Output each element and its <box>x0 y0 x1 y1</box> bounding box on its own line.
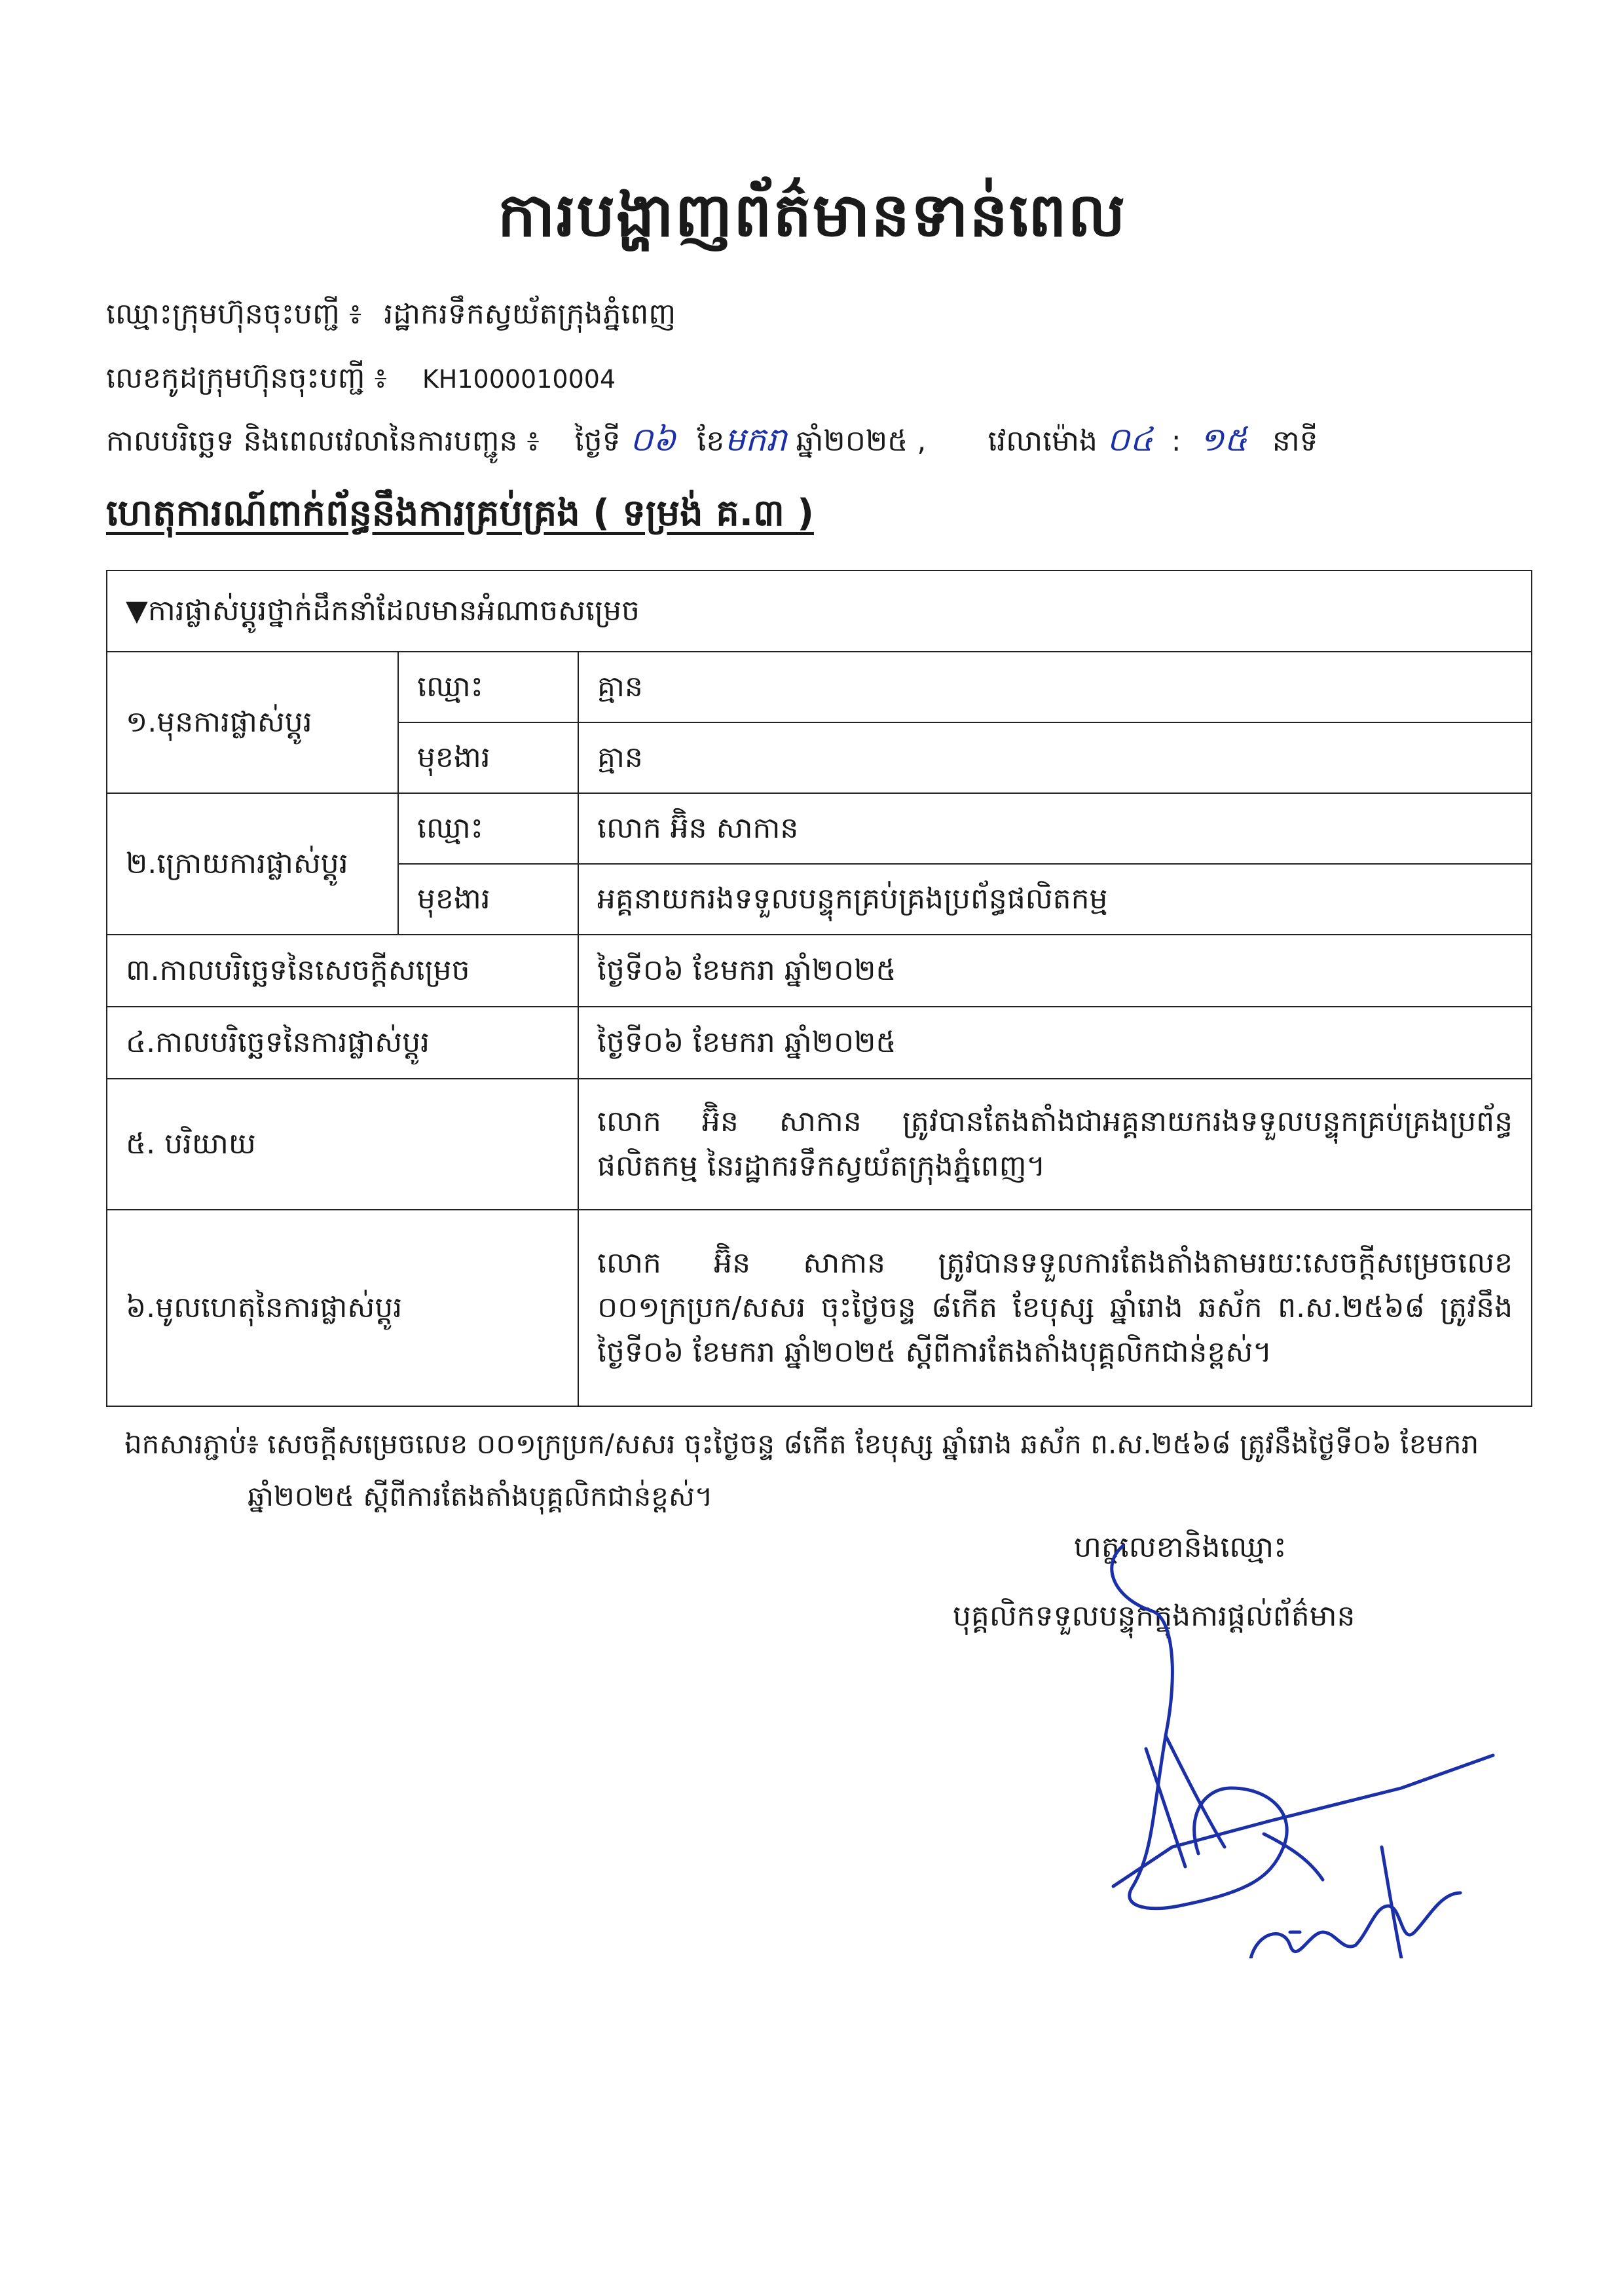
decision-date-label: ៣.កាលបរិច្ឆេទនៃសេចក្តីសម្រេច <box>107 935 578 1007</box>
before-change-label: ១.មុនការផ្លាស់ប្តូរ <box>107 652 398 793</box>
company-name-label: ឈ្មោះក្រុមហ៊ុនចុះបញ្ជី ៖ <box>106 297 362 331</box>
reason-label: ៦.មូលហេតុនៃការផ្លាស់ប្តូរ <box>107 1210 578 1406</box>
minute-label: នាទី <box>1272 424 1318 458</box>
year-label: ឆ្នាំ២០២៥ , <box>796 424 927 458</box>
minute-value: ១៥ <box>1199 420 1247 458</box>
change-date-value: ថ្ងៃទី០៦ ខែមករា ឆ្នាំ២០២៥ <box>578 1007 1532 1079</box>
before-position-value: គ្មាន <box>578 722 1532 793</box>
table-header: ▼ការផ្លាស់ប្តូរថ្នាក់ដឹកនាំដែលមានអំណាចសម្រេច <box>107 570 1532 652</box>
attachment-line-2: ឆ្នាំ២០២៥ ស្តីពីការតែងតាំងបុគ្គលិកជាន់ខ្ពស់។ <box>248 1480 713 1512</box>
section-title: ហេតុការណ៍ពាក់ព័ន្ធនឹងការគ្រប់គ្រង ( ទម្រង់ គ.៣ ) <box>106 492 814 534</box>
table-row <box>107 1079 1532 1210</box>
company-code-line <box>106 360 616 402</box>
page-title: ការបង្ហាញព័ត៌មានទាន់ពេល <box>497 180 1127 250</box>
change-date-label: ៤.កាលបរិច្ឆេទនៃការផ្លាស់ប្តូរ <box>107 1007 578 1079</box>
company-code-value: KH1000010004 <box>422 365 616 394</box>
description-label: ៥. បរិយាយ <box>107 1079 578 1210</box>
signature-role: បុគ្គលិកទទួលបន្ទុកក្នុងការផ្តល់ព័ត៌មាន <box>953 1599 1356 1633</box>
signature-title: ហត្ថលេខានិងឈ្មោះ <box>1074 1531 1287 1564</box>
table-header-row <box>107 570 1532 652</box>
table-row <box>107 652 1532 722</box>
hour-value: ០៤ <box>1106 420 1153 458</box>
before-name-value: គ្មាន <box>578 652 1532 722</box>
day-label: ថ្ងៃទី <box>574 424 621 458</box>
description-value: លោក អ៊ិន សាកាន ត្រូវបានតែងតាំងជាអគ្គនាយករងទទួលបន្ទុកគ្រប់គ្រងប្រព័ន្ធផលិតកម្ម នៃរដ្ឋាករទឹកស្វយ័តក្រុងភ្នំពេញ។ <box>578 1079 1532 1210</box>
day-value: ០៦ <box>629 420 676 458</box>
after-position-label: មុខងារ <box>398 864 578 935</box>
table-row <box>107 793 1532 864</box>
company-code-label: លេខកូដក្រុមហ៊ុនចុះបញ្ជី ៖ <box>106 362 387 395</box>
company-name-value: រដ្ឋាករទឹកស្វយ័តក្រុងភ្នំពេញ <box>384 297 676 331</box>
after-name-label: ឈ្មោះ <box>398 793 578 864</box>
table-row <box>107 935 1532 1007</box>
before-name-label: ឈ្មោះ <box>398 652 578 722</box>
after-name-value: លោក អ៊ិន សាកាន <box>578 793 1532 864</box>
table-row <box>107 1210 1532 1406</box>
company-name-line <box>106 296 676 338</box>
time-label: វេលាម៉ោង <box>987 424 1098 458</box>
decision-date-value: ថ្ងៃទី០៦ ខែមករា ឆ្នាំ២០២៥ <box>578 935 1532 1007</box>
month-label: ខែ <box>697 424 725 458</box>
time-separator: : <box>1171 424 1181 458</box>
management-change-table <box>106 570 1532 1407</box>
reason-value: លោក អ៊ិន សាកាន ត្រូវបានទទួលការតែងតាំងតាមរយៈសេចក្តីសម្រេចលេខ ០០១ក្រប្រក/សសរ ចុះថ្ងៃចន្ទ ៨កើត ខែបុស្ស ឆ្នាំរោង ឆស័ក ព.ស.២៥៦៨ ត្រូវនឹងថ្ងៃទី០៦ ខែមករា ឆ្នាំ២០២៥ ស្តីពីការតែងតាំងបុគ្គលិកជាន់ខ្ពស់។ <box>578 1210 1532 1406</box>
attachment-line-1: ឯកសារភ្ជាប់៖ សេចក្តីសម្រេចលេខ ០០១ក្រប្រក/សសរ ចុះថ្ងៃចន្ទ ៨កើត ខែបុស្ស ឆ្នាំរោង ឆស័ក ព.ស.២៥៦៨ ត្រូវនឹងថ្ងៃទី០៦ ខែមករា <box>124 1428 1479 1460</box>
handwritten-signature <box>1074 1539 1532 1958</box>
table-row <box>107 1007 1532 1079</box>
after-change-label: ២.ក្រោយការផ្លាស់ប្តូរ <box>107 793 398 935</box>
month-value: មករា <box>724 420 787 458</box>
after-position-value: អគ្គនាយករងទទួលបន្ទុកគ្រប់គ្រងប្រព័ន្ធផលិតកម្ម <box>578 864 1532 935</box>
before-position-label: មុខងារ <box>398 722 578 793</box>
submission-label: កាលបរិច្ឆេទ និងពេលវេលានៃការបញ្ជូន ៖ <box>106 424 540 458</box>
submission-line <box>106 419 1318 467</box>
